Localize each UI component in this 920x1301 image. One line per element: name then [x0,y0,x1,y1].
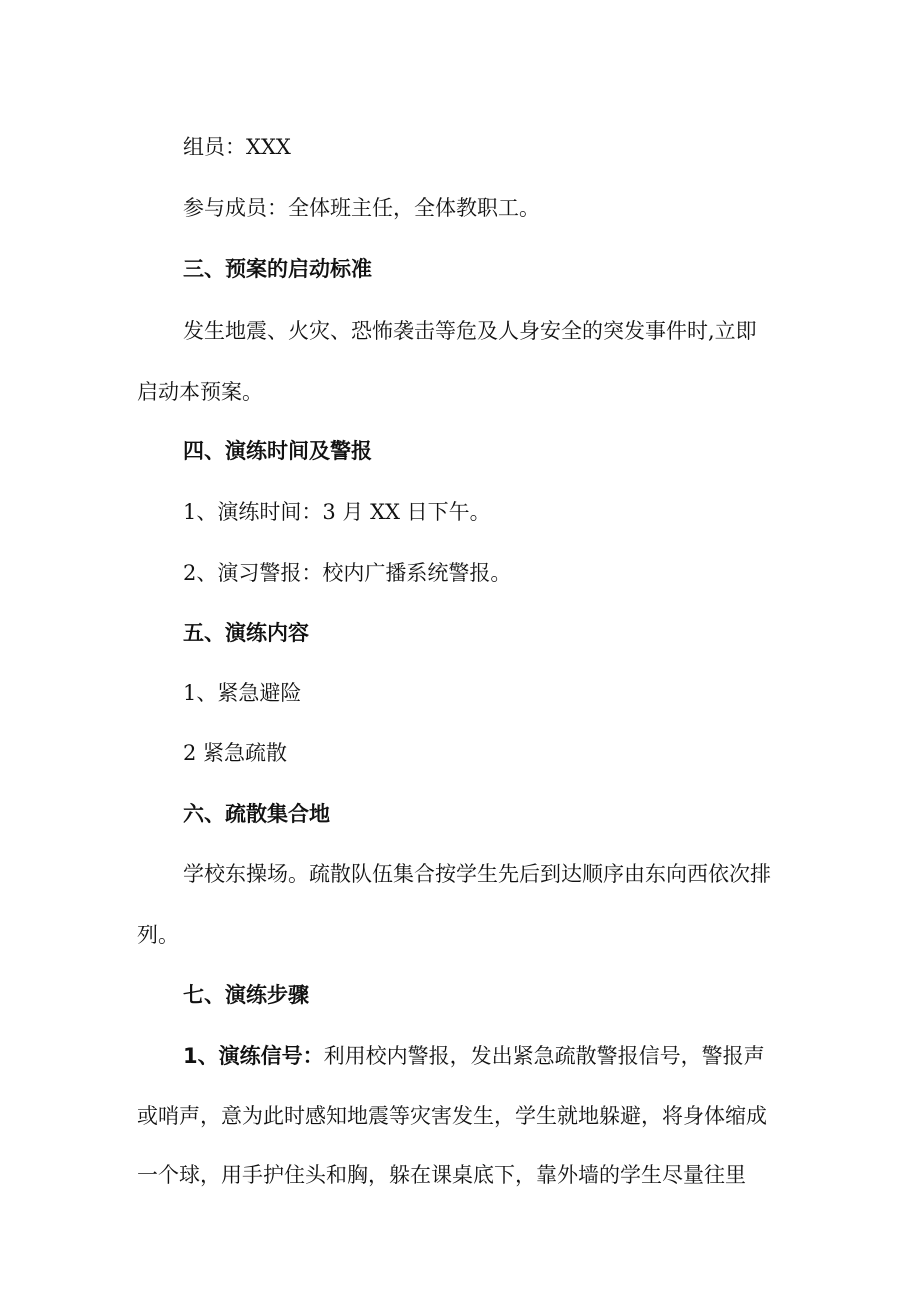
section-7-item-1-text: 利用校内警报，发出紧急疏散警报信号，警报声 [323,1044,765,1068]
section-6-heading: 六、疏散集合地 [183,802,330,826]
section-7-item-1 [183,1041,765,1071]
section-7-paragraph-line-3: 一个球，用手护住头和胸，躲在课桌底下，靠外墙的学生尽量往里 [137,1163,746,1187]
section-4-item-1: 1、演练时间：3 月 XX 日下午。 [183,500,491,524]
section-4-item-2: 2、演习警报：校内广播系统警报。 [183,561,512,585]
section-7-paragraph-line-2: 或哨声，意为此时感知地震等灾害发生，学生就地躲避，将身体缩成 [137,1104,767,1128]
section-5-item-2: 2 紧急疏散 [183,741,288,765]
participants-line: 参与成员：全体班主任，全体教职工。 [183,196,540,220]
section-5-item-1: 1、紧急避险 [183,681,302,705]
section-7-item-1-label: 1、演练信号： [183,1044,324,1068]
section-3-paragraph-line-1: 发生地震、火灾、恐怖袭击等危及人身安全的突发事件时,立即 [183,319,757,343]
section-7-heading: 七、演练步骤 [183,983,309,1007]
members-line: 组员：XXX [183,135,291,159]
section-5-heading: 五、演练内容 [183,621,309,645]
section-3-paragraph-line-2: 启动本预案。 [137,380,263,404]
section-3-heading: 三、预案的启动标准 [183,257,372,281]
section-6-paragraph-line-2: 列。 [137,923,179,947]
section-4-heading: 四、演练时间及警报 [183,439,372,463]
section-6-paragraph-line-1: 学校东操场。疏散队伍集合按学生先后到达顺序由东向西依次排 [183,862,771,886]
